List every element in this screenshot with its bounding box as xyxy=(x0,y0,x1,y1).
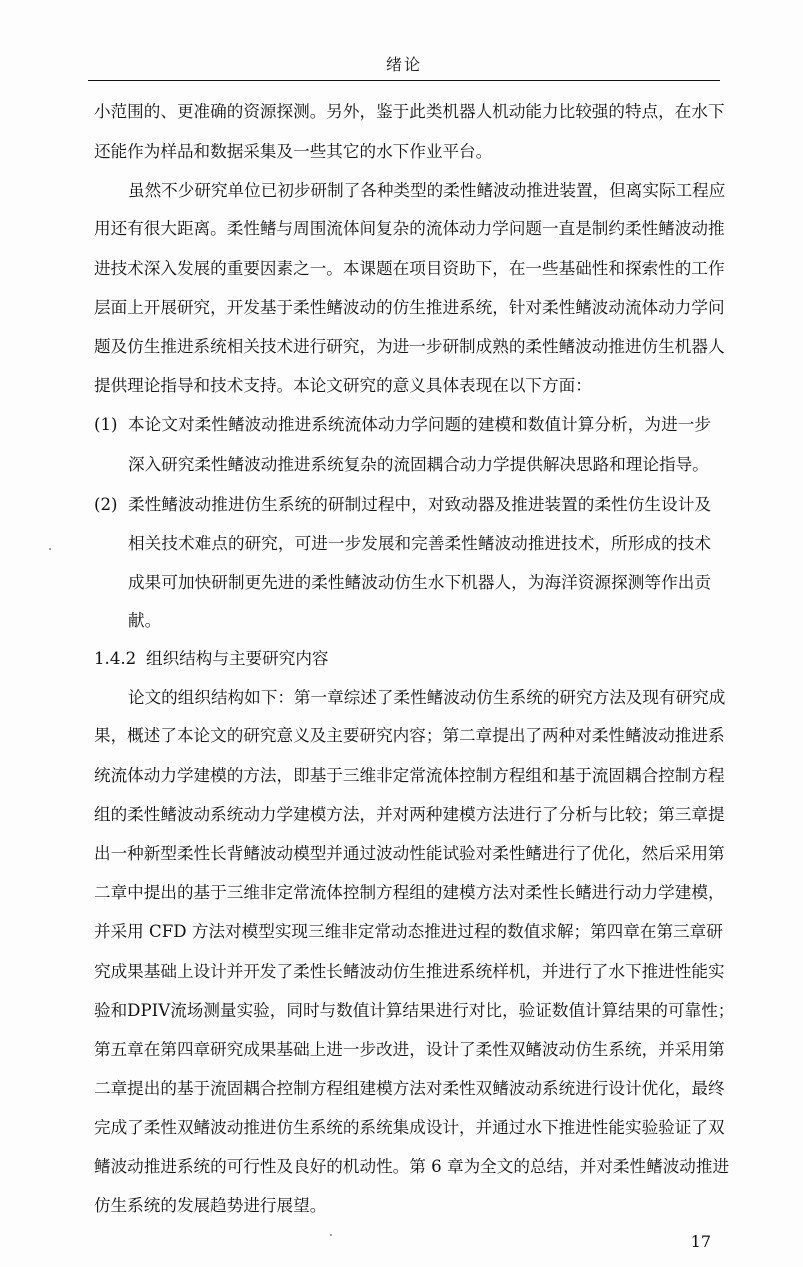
paragraph-line: 仿生系统的发展趋势进行展望。 xyxy=(94,1196,327,1215)
list-item-line: 深入研究柔性鳍波动推进系统复杂的流固耦合动力学提供解决思路和理论指导。 xyxy=(128,455,709,474)
paragraph-line: 第五章在第四章研究成果基础上进一步改进，设计了柔性双鳍波动仿生系统，并采用第 xyxy=(94,1040,725,1059)
section-title: 组织结构与主要研究内容 xyxy=(146,649,329,668)
paragraph-line: 虽然不少研究单位已初步研制了各种类型的柔性鳍波动推进装置，但离实际工程应 xyxy=(128,181,726,200)
paragraph-line: 二章中提出的基于三维非定常流体控制方程组的建模方法对柔性长鳍进行动力学建模， xyxy=(94,883,725,902)
paragraph-line: 二章提出的基于流固耦合控制方程组建模方法对柔性双鳍波动系统进行设计优化，最终 xyxy=(94,1079,725,1098)
paragraph-line: 组的柔性鳍波动系统动力学建模方法，并对两种建模方法进行了分析与比较；第三章提 xyxy=(94,805,725,824)
header-rule xyxy=(88,80,720,81)
paragraph-line: 完成了柔性双鳍波动推进仿生系统的系统集成设计，并通过水下推进性能实验验证了双 xyxy=(94,1118,725,1137)
scan-speck xyxy=(49,548,51,550)
paragraph-line: 验和DPIV流场测量实验，同时与数值计算结果进行对比，验证数值计算结果的可靠性； xyxy=(94,1001,735,1020)
paragraph-line: 果，概述了本论文的研究意义及主要研究内容；第二章提出了两种对柔性鳍波动推进系 xyxy=(94,726,725,745)
list-item-marker: (1) xyxy=(94,415,118,434)
paragraph-line: 并采用 CFD 方法对模型实现三维非定常动态推进过程的数值求解；第四章在第三章研 xyxy=(94,922,723,941)
list-item-line: 相关技术难点的研究，可进一步发展和完善柔性鳍波动推进技术，所形成的技术 xyxy=(128,534,711,553)
list-item-line: 柔性鳍波动推进仿生系统的研制过程中，对致动器及推进装置的柔性仿生设计及 xyxy=(128,495,711,514)
scan-speck xyxy=(330,1234,332,1236)
paragraph-line: 统流体动力学建模的方法，即基于三维非定常流体控制方程组和基于流固耦合控制方程 xyxy=(94,766,725,785)
paragraph-line: 究成果基础上设计并开发了柔性长鳍波动仿生推进系统样机，并进行了水下推进性能实 xyxy=(94,962,725,981)
paragraph-line: 用还有很大距离。柔性鳍与周围流体间复杂的流体动力学问题一直是制约柔性鳍波动推 xyxy=(94,219,725,238)
page-number: 17 xyxy=(690,1232,711,1251)
paragraph-line: 层面上开展研究，开发基于柔性鳍波动的仿生推进系统，针对柔性鳍波动流体动力学问 xyxy=(94,298,725,317)
section-number: 1.4.2 xyxy=(94,649,137,668)
list-item-line: 献。 xyxy=(128,611,162,630)
list-item-line: 成果可加快研制更先进的柔性鳍波动仿生水下机器人，为海洋资源探测等作出贡 xyxy=(128,573,711,592)
paragraph-line: 题及仿生推进系统相关技术进行研究，为进一步研制成熟的柔性鳍波动推进仿生机器人 xyxy=(94,337,725,356)
paragraph-line: 出一种新型柔性长背鳍波动模型并通过波动性能试验对柔性鳍进行了优化，然后采用第 xyxy=(94,844,725,863)
paragraph-line: 提供理论指导和技术支持。本论文研究的意义具体表现在以下方面： xyxy=(94,376,592,395)
running-header: 绪论 xyxy=(385,55,422,74)
paragraph-line: 鳍波动推进系统的可行性及良好的机动性。第 6 章为全文的总结，并对柔性鳍波动推进 xyxy=(94,1157,730,1176)
paragraph-line: 进技术深入发展的重要因素之一。本课题在项目资助下，在一些基础性和探索性的工作 xyxy=(94,259,725,278)
paragraph-line: 小范围的、更准确的资源探测。另外，鉴于此类机器人机动能力比较强的特点，在水下 xyxy=(94,102,725,121)
section-heading xyxy=(94,646,329,672)
paragraph-line: 还能作为样品和数据采集及一些其它的水下作业平台。 xyxy=(94,142,493,161)
paragraph-line: 论文的组织结构如下：第一章综述了柔性鳍波动仿生系统的研究方法及现有研究成 xyxy=(128,688,726,707)
list-item-marker: (2) xyxy=(94,495,118,514)
list-item-line: 本论文对柔性鳍波动推进系统流体动力学问题的建模和数值计算分析，为进一步 xyxy=(128,415,711,434)
